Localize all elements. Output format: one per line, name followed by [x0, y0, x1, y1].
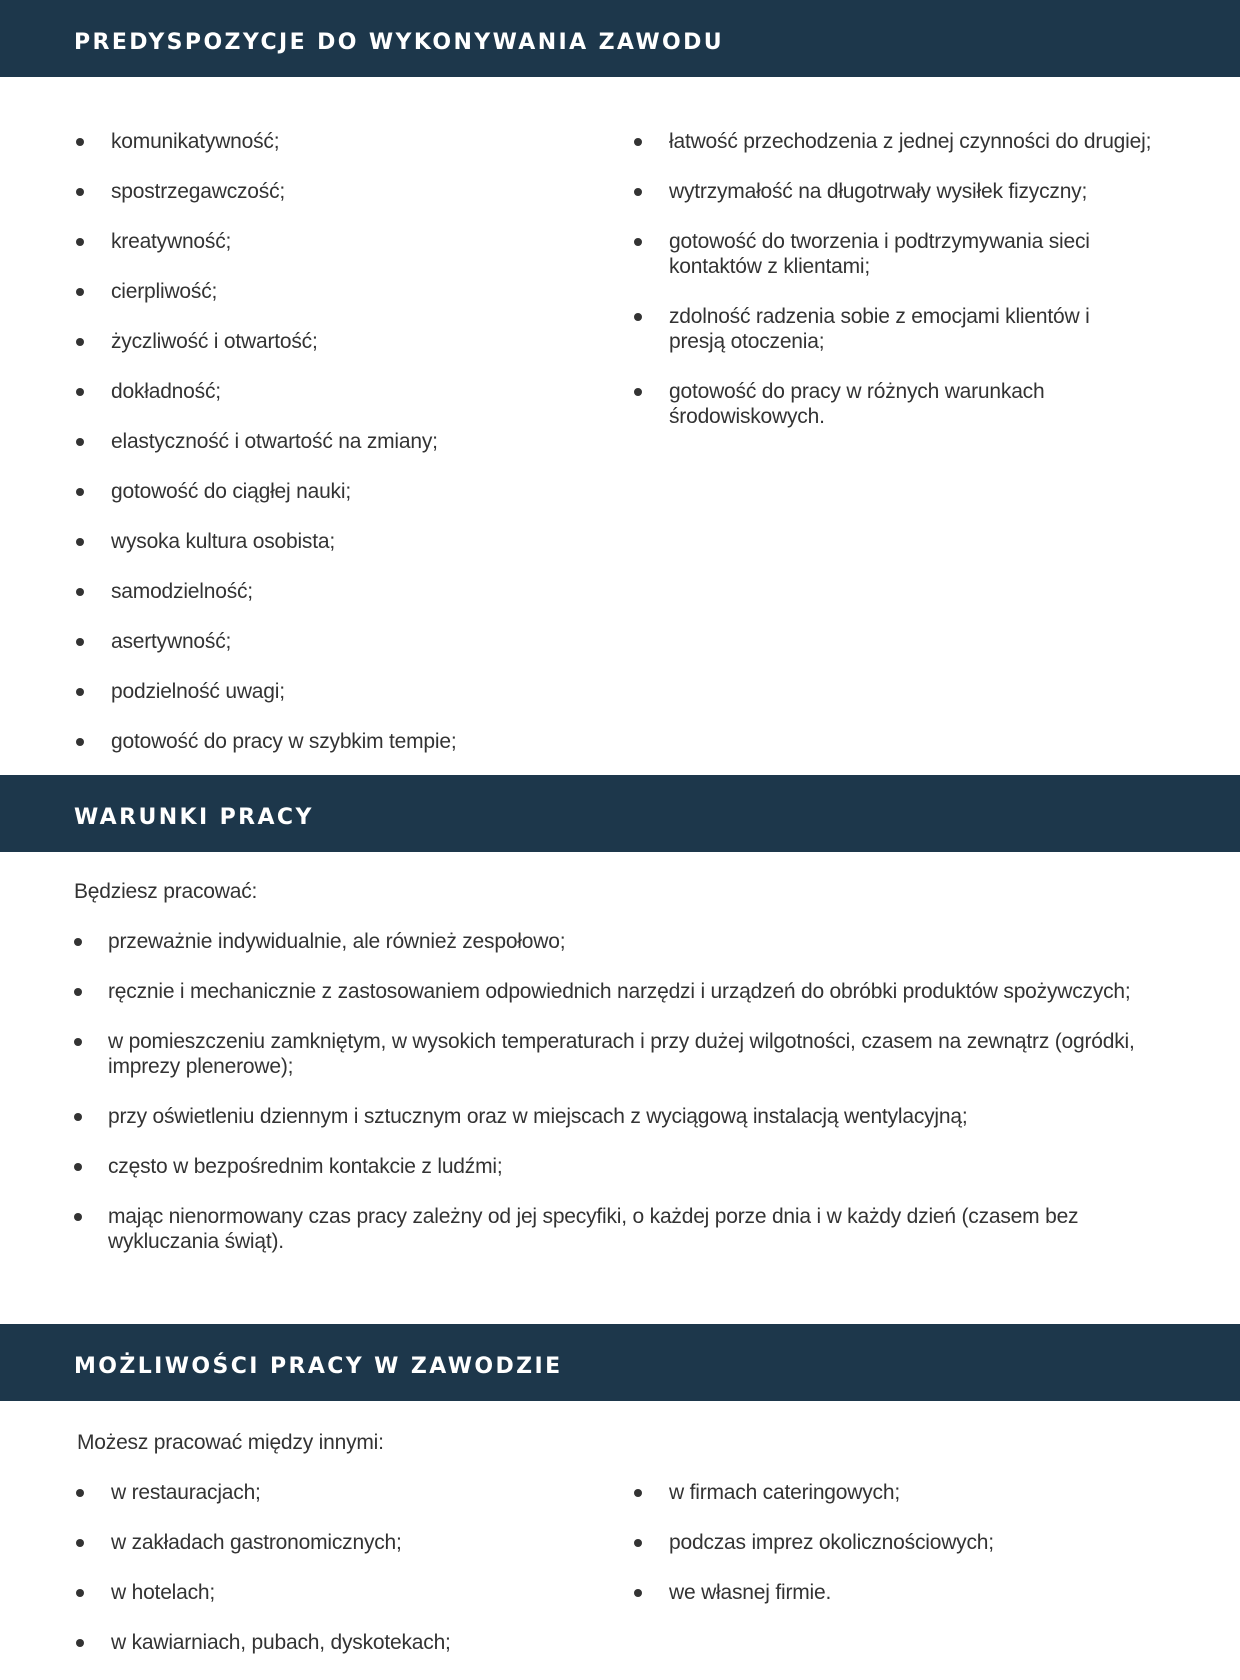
conditions-intro: Będziesz pracować:	[74, 880, 258, 903]
list-item: w pomieszczeniu zamkniętym, w wysokich temperaturach i przy dużej wilgotności, czasem na zewnątrz (ogródki, imprezy plenerowe);	[72, 1029, 1168, 1079]
section-title: PREDYSPOZYCJE DO WYKONYWANIA ZAWODU	[74, 30, 725, 55]
opportunities-intro: Możesz pracować między innymi:	[77, 1431, 384, 1454]
list-item: we własnej firmie.	[632, 1580, 1192, 1605]
list-item: asertywność;	[74, 629, 554, 654]
list-item: ręcznie i mechanicznie z zastosowaniem odpowiednich narzędzi i urządzeń do obróbki produktów spożywczych;	[72, 979, 1192, 1004]
list-item: wysoka kultura osobista;	[74, 529, 554, 554]
list-item: w restauracjach;	[74, 1480, 554, 1505]
list-item: w hotelach;	[74, 1580, 554, 1605]
list-item: podczas imprez okolicznościowych;	[632, 1530, 1192, 1555]
section-header-conditions	[0, 775, 1240, 852]
list-item: w zakładach gastronomicznych;	[74, 1530, 554, 1555]
list-item: łatwość przechodzenia z jednej czynności do drugiej;	[632, 129, 1192, 154]
list-item: gotowość do pracy w szybkim tempie;	[74, 729, 554, 754]
list-item: w firmach cateringowych;	[632, 1480, 1192, 1505]
list-item: zdolność radzenia sobie z emocjami klientów i presją otoczenia;	[632, 304, 1139, 354]
list-item: cierpliwość;	[74, 279, 554, 304]
list-item: gotowość do tworzenia i podtrzymywania sieci kontaktów z klientami;	[632, 229, 1169, 279]
list-item: gotowość do pracy w różnych warunkach środowiskowych.	[632, 379, 1192, 429]
list-item: mając nienormowany czas pracy zależny od jej specyfiki, o każdej porze dnia i w każdy dzień (czasem bez wykluczania świąt).	[72, 1204, 1192, 1254]
predispositions-list-left	[74, 129, 554, 779]
list-item: gotowość do ciągłej nauki;	[74, 479, 554, 504]
list-item: często w bezpośrednim kontakcie z ludźmi;	[72, 1154, 1192, 1179]
predispositions-list-right	[632, 129, 1192, 454]
list-item: wytrzymałość na długotrwały wysiłek fizyczny;	[632, 179, 1192, 204]
section-title: MOŻLIWOŚCI PRACY W ZAWODZIE	[74, 1354, 563, 1379]
list-item: kreatywność;	[74, 229, 554, 254]
list-item: życzliwość i otwartość;	[74, 329, 554, 354]
section-header-opportunities	[0, 1324, 1240, 1401]
opportunities-list-left	[74, 1480, 554, 1680]
list-item: podzielność uwagi;	[74, 679, 554, 704]
list-item: przeważnie indywidualnie, ale również zespołowo;	[72, 929, 1192, 954]
list-item: w kawiarniach, pubach, dyskotekach;	[74, 1630, 554, 1655]
opportunities-list-right	[632, 1480, 1192, 1630]
section-title: WARUNKI PRACY	[74, 805, 314, 830]
list-item: elastyczność i otwartość na zmiany;	[74, 429, 554, 454]
list-item: dokładność;	[74, 379, 554, 404]
list-item: samodzielność;	[74, 579, 554, 604]
list-item: komunikatywność;	[74, 129, 554, 154]
conditions-list	[72, 929, 1192, 1279]
list-item: przy oświetleniu dziennym i sztucznym oraz w miejscach z wyciągową instalacją wentylacyjną;	[72, 1104, 1192, 1129]
list-item: spostrzegawczość;	[74, 179, 554, 204]
section-header-predispositions	[0, 0, 1240, 77]
